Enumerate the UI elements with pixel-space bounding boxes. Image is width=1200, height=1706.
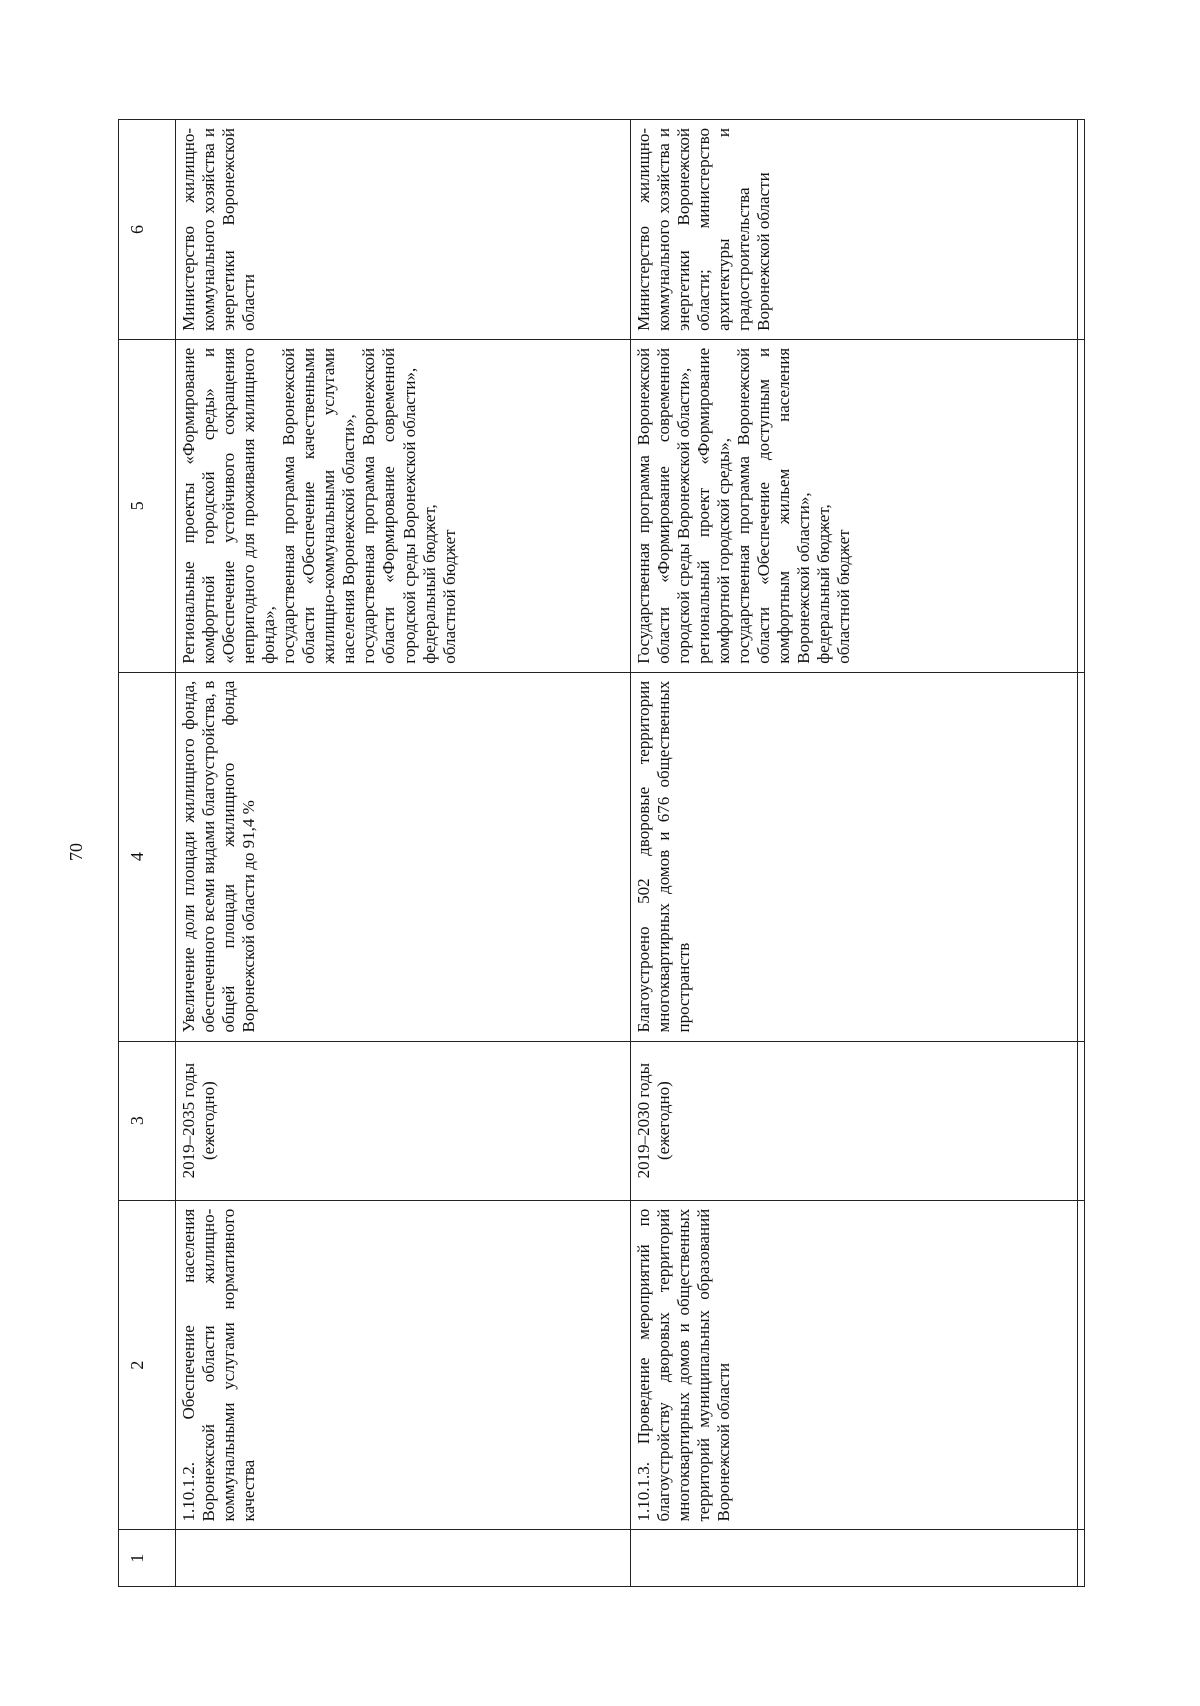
cell-period: 2019–2035 годы (ежегодно) [176, 1041, 631, 1200]
cell-responsible: Министерство жилищно-коммунального хозяйства и энергетики Воронежской области [176, 120, 631, 340]
cell-result: Благоустроено 502 дворовые территории многоквартирных домов и 676 общественных пространств [631, 672, 1078, 1041]
cell-empty [1078, 339, 1085, 672]
cell-number [176, 1530, 631, 1587]
header-col-4: 4 [119, 672, 176, 1041]
cell-empty [1078, 672, 1085, 1041]
source-line: федеральный бюджет, [814, 504, 834, 664]
header-row [119, 120, 176, 1587]
source-line: Региональные проекты «Формирование комфортной городской среды» и «Обеспечение устойчивого сокращения непригодного для проживания жилищного фонда», [179, 347, 279, 664]
cell-sources [631, 339, 1078, 672]
header-col-1: 1 [119, 1530, 176, 1587]
cell-measure: 1.10.1.3. Проведение мероприятий по благоустройству дворовых территорий многоквартирных домов и общественных территорий муниципальных образований Воронежской области [631, 1200, 1078, 1530]
cell-period: 2019–2030 годы (ежегодно) [631, 1041, 1078, 1200]
header-col-5: 5 [119, 339, 176, 672]
header-col-3: 3 [119, 1041, 176, 1200]
source-line: федеральный бюджет, [419, 504, 439, 664]
cell-measure: 1.10.1.2. Обеспечение населения Воронежской области жилищно-коммунальными услугами нормативного качества [176, 1200, 631, 1530]
table-row [176, 120, 631, 1587]
cell-number [631, 1530, 1078, 1587]
rotated-table-container [118, 119, 1074, 1587]
header-col-2: 2 [119, 1200, 176, 1530]
cell-empty [1078, 1041, 1085, 1200]
cell-sources [176, 339, 631, 672]
source-line: областной бюджет [439, 529, 459, 664]
source-line: государственная программа Воронежской области «Формирование современной городской среды Воронежской области», [359, 347, 419, 664]
table-row [631, 120, 1078, 1587]
cell-empty [1078, 1530, 1085, 1587]
data-table [118, 119, 1085, 1587]
source-line: государственная программа Воронежской области «Обеспечение качественными жилищно-коммунальными услугами населения Воронежской области», [279, 347, 359, 664]
table-row-empty [1078, 120, 1085, 1587]
source-line: Государственная программа Воронежской области «Формирование современной городской среды Воронежской области», [634, 347, 694, 664]
cell-result: Увеличение доли площади жилищного фонда, обеспеченного всеми видами благоустройства, в общей площади жилищного фонда Воронежской области до 91,4 % [176, 672, 631, 1041]
header-col-6: 6 [119, 120, 176, 340]
cell-empty [1078, 1200, 1085, 1530]
cell-empty [1078, 120, 1085, 340]
source-line: региональный проект «Формирование комфортной городской среды», [694, 347, 734, 664]
page-number: 70 [66, 843, 86, 861]
source-line: областной бюджет [834, 529, 854, 664]
cell-responsible: Министерство жилищно-коммунального хозяйства и энергетики Воронежской области; министерство архитектуры и градостроительства Воронежской области [631, 120, 1078, 340]
source-line: государственная программа Воронежской области «Обеспечение доступным и комфортным жильем населения Воронежской области», [734, 347, 814, 664]
